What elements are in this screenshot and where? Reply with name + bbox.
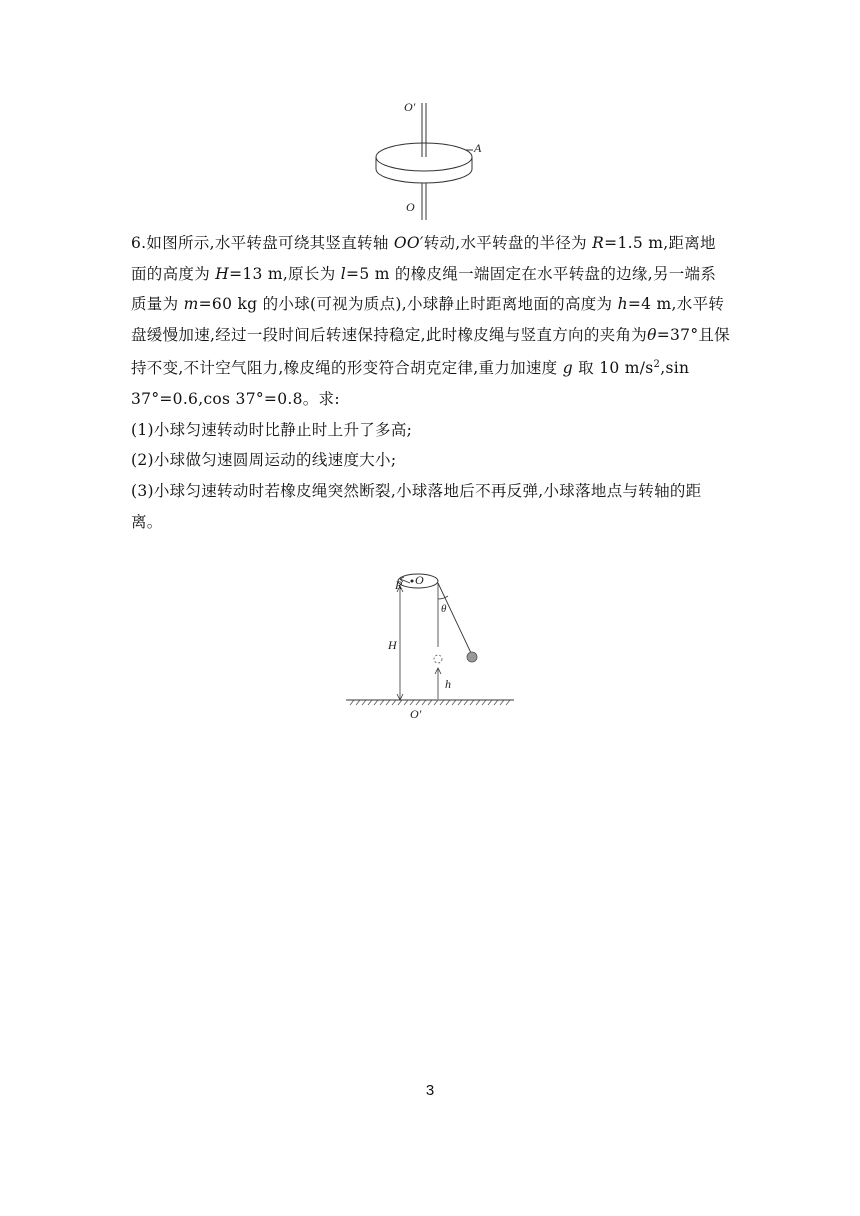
label-angle: θ [441,603,447,615]
label-point-a: A [474,141,482,155]
question-2: (2)小球做匀速圆周运动的线速度大小; [131,451,397,470]
label-bottom-axis: O [406,200,415,214]
label-top-axis: O′ [404,100,416,114]
label-base: O′ [410,707,422,721]
page-number: 3 [425,1082,435,1099]
question-3: (3)小球匀速转动时若橡皮绳突然断裂,小球落地后不再反弹,小球落地点与转轴的距离。 [131,481,702,531]
turntable-figure [360,95,500,225]
label-radius: R [395,578,403,592]
label-height-big: H [388,638,397,652]
question-1: (1)小球匀速转动时比静止时上升了多高; [131,420,413,439]
problem-statement: 6.如图所示,水平转盘可绕其竖直转轴 OO′转动,水平转盘的半径为 R=1.5 m,距离地面的高度为 H=13 m,原长为 l=5 m 的橡皮绳一端固定在水平转盘的边缘,另一端系质量为 m=60 kg 的小球(可视为质点),小球静止时距离地面的高度为 h=4 m,水平转盘缓慢加速,经过一段时间后转速保持稳定,此时橡皮绳与竖直方向的夹角为θ=37°且保持不变,不计空气阻力,橡皮绳的形变符合胡克定律,重力加速度 g 取 10 $m/s^2,\sin$ 37°=0.6,cos 37°=0.8。求: [131,234,730,409]
label-center: O [415,573,424,587]
problem-text [131,228,731,537]
label-height-small: h [445,677,451,691]
pendulum-figure [340,565,520,735]
